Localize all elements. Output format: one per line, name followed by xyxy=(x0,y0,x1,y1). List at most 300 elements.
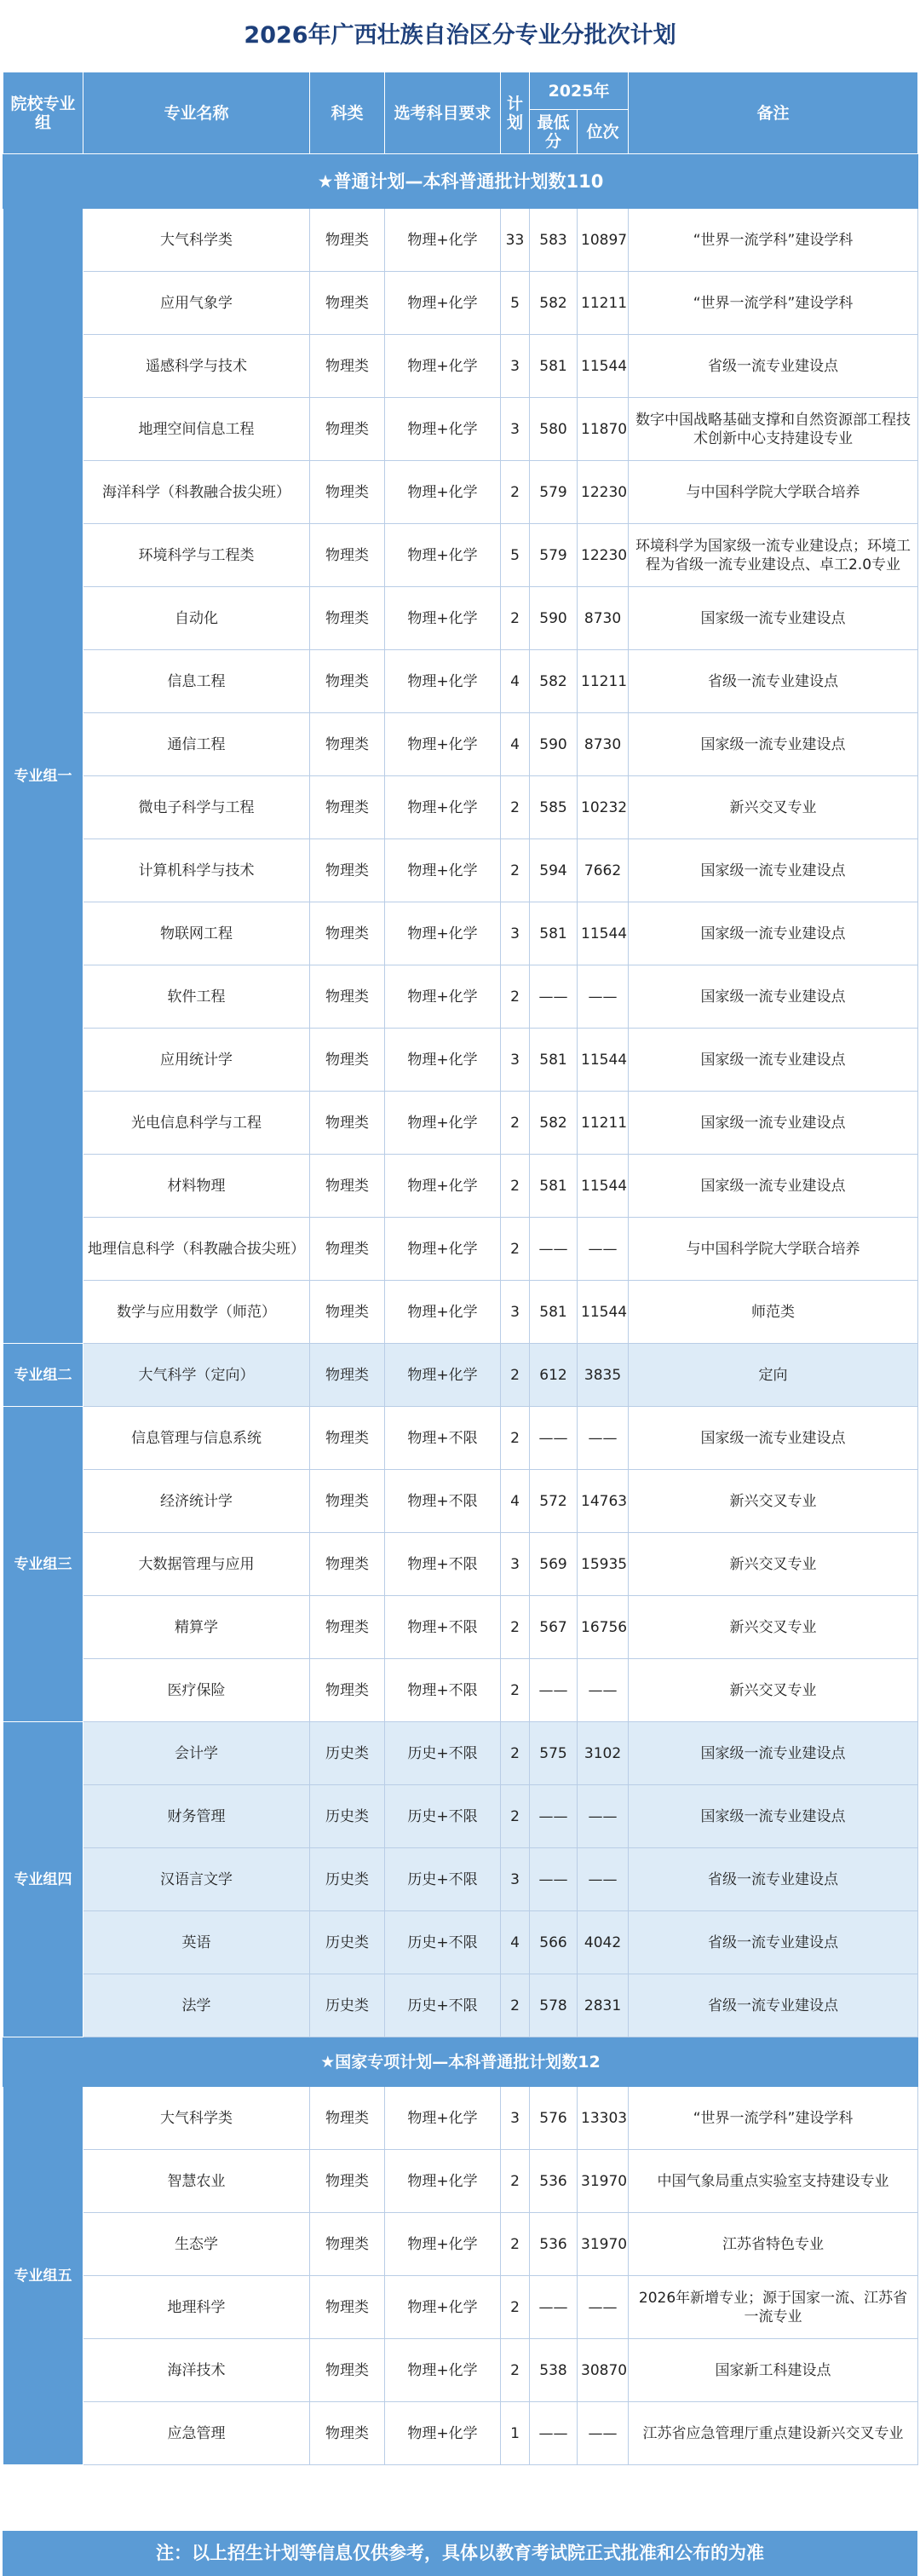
cell-min-score: 569 xyxy=(530,1533,578,1596)
cell-subjects: 物理+不限 xyxy=(385,1470,501,1533)
cell-major: 通信工程 xyxy=(83,713,310,776)
cell-remark: 江苏省特色专业 xyxy=(629,2213,918,2276)
cell-category: 物理类 xyxy=(310,461,385,524)
cell-category: 物理类 xyxy=(310,587,385,650)
cell-plan: 3 xyxy=(501,1281,530,1344)
cell-min-score: 581 xyxy=(530,1155,578,1218)
table-row xyxy=(3,2276,918,2339)
cell-category: 物理类 xyxy=(310,2087,385,2150)
cell-subjects: 物理+化学 xyxy=(385,398,501,461)
cell-subjects: 物理+化学 xyxy=(385,1281,501,1344)
cell-remark: 国家级一流专业建设点 xyxy=(629,902,918,965)
cell-subjects: 物理+化学 xyxy=(385,524,501,587)
cell-plan: 4 xyxy=(501,1470,530,1533)
cell-subjects: 物理+化学 xyxy=(385,902,501,965)
cell-category: 物理类 xyxy=(310,2339,385,2402)
header-plan: 计划 xyxy=(501,72,530,154)
cell-plan: 3 xyxy=(501,1848,530,1911)
cell-min-score: —— xyxy=(530,2402,578,2465)
cell-min-score: 612 xyxy=(530,1344,578,1407)
cell-category: 物理类 xyxy=(310,713,385,776)
cell-category: 物理类 xyxy=(310,524,385,587)
cell-remark: 2026年新增专业；源于国家一流、江苏省一流专业 xyxy=(629,2276,918,2339)
cell-min-score: 581 xyxy=(530,335,578,398)
cell-plan: 4 xyxy=(501,713,530,776)
cell-major: 自动化 xyxy=(83,587,310,650)
cell-major: 地理空间信息工程 xyxy=(83,398,310,461)
cell-subjects: 物理+不限 xyxy=(385,1407,501,1470)
table-row xyxy=(3,1470,918,1533)
cell-category: 历史类 xyxy=(310,1911,385,1974)
table-row xyxy=(3,587,918,650)
cell-subjects: 历史+不限 xyxy=(385,1911,501,1974)
cell-rank: 30870 xyxy=(578,2339,629,2402)
cell-major: 财务管理 xyxy=(83,1785,310,1848)
cell-major: 经济统计学 xyxy=(83,1470,310,1533)
cell-plan: 2 xyxy=(501,1092,530,1155)
cell-rank: 4042 xyxy=(578,1911,629,1974)
cell-remark: 环境科学为国家级一流专业建设点；环境工程为省级一流专业建设点、卓工2.0专业 xyxy=(629,524,918,587)
cell-plan: 2 xyxy=(501,776,530,839)
cell-min-score: 536 xyxy=(530,2213,578,2276)
table-row xyxy=(3,2402,918,2465)
cell-subjects: 物理+化学 xyxy=(385,2087,501,2150)
cell-remark: 国家级一流专业建设点 xyxy=(629,1092,918,1155)
cell-subjects: 物理+化学 xyxy=(385,713,501,776)
cell-rank: 3102 xyxy=(578,1722,629,1785)
cell-category: 历史类 xyxy=(310,1974,385,2037)
cell-rank: 8730 xyxy=(578,587,629,650)
cell-category: 物理类 xyxy=(310,1596,385,1659)
cell-rank: 11544 xyxy=(578,1155,629,1218)
cell-major: 英语 xyxy=(83,1911,310,1974)
cell-subjects: 物理+化学 xyxy=(385,2339,501,2402)
cell-category: 物理类 xyxy=(310,1407,385,1470)
cell-rank: 13303 xyxy=(578,2087,629,2150)
cell-rank: 3835 xyxy=(578,1344,629,1407)
cell-min-score: 583 xyxy=(530,209,578,272)
cell-plan: 2 xyxy=(501,1155,530,1218)
header-major: 专业名称 xyxy=(83,72,310,154)
cell-major: 会计学 xyxy=(83,1722,310,1785)
cell-min-score: —— xyxy=(530,2276,578,2339)
cell-major: 微电子科学与工程 xyxy=(83,776,310,839)
table-row xyxy=(3,2087,918,2150)
cell-min-score: —— xyxy=(530,1785,578,1848)
cell-plan: 3 xyxy=(501,1533,530,1596)
cell-major: 精算学 xyxy=(83,1596,310,1659)
cell-min-score: 579 xyxy=(530,524,578,587)
table-row xyxy=(3,398,918,461)
table-header xyxy=(3,72,918,154)
table-row xyxy=(3,902,918,965)
cell-remark: 国家级一流专业建设点 xyxy=(629,1722,918,1785)
cell-subjects: 物理+化学 xyxy=(385,965,501,1029)
cell-plan: 2 xyxy=(501,1218,530,1281)
cell-plan: 3 xyxy=(501,2087,530,2150)
cell-remark: 省级一流专业建设点 xyxy=(629,335,918,398)
table-row xyxy=(3,1785,918,1848)
cell-min-score: 585 xyxy=(530,776,578,839)
cell-rank: —— xyxy=(578,2276,629,2339)
cell-subjects: 物理+化学 xyxy=(385,461,501,524)
table-body xyxy=(3,154,918,2465)
table-row xyxy=(3,335,918,398)
table-row xyxy=(3,1974,918,2037)
cell-plan: 2 xyxy=(501,965,530,1029)
cell-plan: 2 xyxy=(501,1659,530,1722)
cell-major: 大气科学类 xyxy=(83,2087,310,2150)
table-row xyxy=(3,1029,918,1092)
cell-category: 物理类 xyxy=(310,839,385,902)
cell-category: 物理类 xyxy=(310,1092,385,1155)
cell-min-score: 581 xyxy=(530,1281,578,1344)
group-label: 专业组二 xyxy=(3,1344,83,1407)
cell-rank: —— xyxy=(578,1785,629,1848)
cell-remark: 省级一流专业建设点 xyxy=(629,1974,918,2037)
cell-major: 数学与应用数学（师范） xyxy=(83,1281,310,1344)
cell-plan: 3 xyxy=(501,335,530,398)
cell-min-score: 538 xyxy=(530,2339,578,2402)
cell-remark: 国家级一流专业建设点 xyxy=(629,1785,918,1848)
cell-subjects: 物理+化学 xyxy=(385,1092,501,1155)
table-row xyxy=(3,1848,918,1911)
cell-min-score: —— xyxy=(530,1848,578,1911)
cell-major: 大数据管理与应用 xyxy=(83,1533,310,1596)
cell-major: 应用气象学 xyxy=(83,272,310,335)
cell-remark: “世界一流学科”建设学科 xyxy=(629,2087,918,2150)
cell-plan: 3 xyxy=(501,398,530,461)
cell-subjects: 物理+化学 xyxy=(385,2402,501,2465)
cell-subjects: 物理+化学 xyxy=(385,272,501,335)
cell-major: 遥感科学与技术 xyxy=(83,335,310,398)
cell-min-score: 594 xyxy=(530,839,578,902)
cell-major: 大气科学类 xyxy=(83,209,310,272)
table-row xyxy=(3,2339,918,2402)
group-label: 专业组四 xyxy=(3,1722,83,2037)
cell-major: 医疗保险 xyxy=(83,1659,310,1722)
cell-remark: “世界一流学科”建设学科 xyxy=(629,272,918,335)
cell-remark: 数字中国战略基础支撑和自然资源部工程技术创新中心支持建设专业 xyxy=(629,398,918,461)
cell-subjects: 物理+化学 xyxy=(385,587,501,650)
table-row xyxy=(3,461,918,524)
cell-subjects: 物理+化学 xyxy=(385,335,501,398)
cell-rank: 31970 xyxy=(578,2150,629,2213)
cell-min-score: 580 xyxy=(530,398,578,461)
cell-min-score: —— xyxy=(530,1659,578,1722)
cell-major: 应用统计学 xyxy=(83,1029,310,1092)
cell-rank: —— xyxy=(578,1848,629,1911)
cell-remark: 国家级一流专业建设点 xyxy=(629,1155,918,1218)
cell-remark: 国家级一流专业建设点 xyxy=(629,1407,918,1470)
cell-min-score: 575 xyxy=(530,1722,578,1785)
table-row xyxy=(3,1533,918,1596)
cell-category: 物理类 xyxy=(310,776,385,839)
section-banner: ★普通计划—本科普通批计划数110 xyxy=(3,154,918,209)
cell-min-score: 582 xyxy=(530,650,578,713)
cell-category: 物理类 xyxy=(310,398,385,461)
cell-major: 智慧农业 xyxy=(83,2150,310,2213)
cell-plan: 3 xyxy=(501,902,530,965)
cell-rank: 10897 xyxy=(578,209,629,272)
cell-category: 物理类 xyxy=(310,1218,385,1281)
cell-rank: 11211 xyxy=(578,272,629,335)
cell-rank: 12230 xyxy=(578,524,629,587)
header-rank: 位次 xyxy=(578,110,629,154)
cell-min-score: 590 xyxy=(530,587,578,650)
cell-min-score: 566 xyxy=(530,1911,578,1974)
cell-category: 物理类 xyxy=(310,1533,385,1596)
cell-plan: 4 xyxy=(501,650,530,713)
cell-remark: 与中国科学院大学联合培养 xyxy=(629,1218,918,1281)
cell-subjects: 历史+不限 xyxy=(385,1722,501,1785)
cell-category: 物理类 xyxy=(310,1344,385,1407)
cell-subjects: 物理+化学 xyxy=(385,1155,501,1218)
cell-category: 历史类 xyxy=(310,1785,385,1848)
cell-remark: 新兴交叉专业 xyxy=(629,1659,918,1722)
cell-category: 物理类 xyxy=(310,1470,385,1533)
cell-min-score: —— xyxy=(530,1218,578,1281)
section-banner: ★国家专项计划—本科普通批计划数12 xyxy=(3,2037,918,2087)
cell-plan: 4 xyxy=(501,1911,530,1974)
cell-category: 物理类 xyxy=(310,965,385,1029)
table-row xyxy=(3,2213,918,2276)
header-subjects: 选考科目要求 xyxy=(385,72,501,154)
table-row xyxy=(3,1092,918,1155)
table-row xyxy=(3,776,918,839)
cell-subjects: 物理+化学 xyxy=(385,1344,501,1407)
cell-min-score: 572 xyxy=(530,1470,578,1533)
cell-category: 物理类 xyxy=(310,2213,385,2276)
cell-subjects: 物理+化学 xyxy=(385,209,501,272)
cell-subjects: 物理+化学 xyxy=(385,2213,501,2276)
cell-remark: 新兴交叉专业 xyxy=(629,1470,918,1533)
cell-rank: 11544 xyxy=(578,1029,629,1092)
cell-remark: 新兴交叉专业 xyxy=(629,1596,918,1659)
group-label: 专业组三 xyxy=(3,1407,83,1722)
cell-rank: 31970 xyxy=(578,2213,629,2276)
table-row xyxy=(3,965,918,1029)
table-row xyxy=(3,1911,918,1974)
cell-category: 物理类 xyxy=(310,209,385,272)
cell-subjects: 物理+化学 xyxy=(385,650,501,713)
cell-subjects: 物理+化学 xyxy=(385,1029,501,1092)
cell-rank: 16756 xyxy=(578,1596,629,1659)
cell-min-score: 578 xyxy=(530,1974,578,2037)
cell-plan: 2 xyxy=(501,2339,530,2402)
cell-min-score: —— xyxy=(530,1407,578,1470)
table-row xyxy=(3,1407,918,1470)
cell-min-score: 581 xyxy=(530,902,578,965)
cell-remark: 国家级一流专业建设点 xyxy=(629,713,918,776)
group-label: 专业组一 xyxy=(3,209,83,1344)
page-title: 2026年广西壮族自治区分专业分批次计划 xyxy=(0,0,920,72)
cell-major: 地理科学 xyxy=(83,2276,310,2339)
cell-major: 法学 xyxy=(83,1974,310,2037)
footer-note: 注：以上招生计划等信息仅供参考，具体以教育考试院正式批准和公布的为准 xyxy=(3,2531,917,2576)
cell-plan: 1 xyxy=(501,2402,530,2465)
cell-remark: 新兴交叉专业 xyxy=(629,1533,918,1596)
cell-rank: 2831 xyxy=(578,1974,629,2037)
cell-plan: 2 xyxy=(501,587,530,650)
cell-category: 物理类 xyxy=(310,272,385,335)
cell-remark: 江苏省应急管理厅重点建设新兴交叉专业 xyxy=(629,2402,918,2465)
cell-remark: 与中国科学院大学联合培养 xyxy=(629,461,918,524)
cell-subjects: 历史+不限 xyxy=(385,1848,501,1911)
cell-major: 大气科学（定向） xyxy=(83,1344,310,1407)
cell-min-score: 579 xyxy=(530,461,578,524)
cell-remark: “世界一流学科”建设学科 xyxy=(629,209,918,272)
cell-rank: 11870 xyxy=(578,398,629,461)
table-row xyxy=(3,524,918,587)
cell-min-score: 581 xyxy=(530,1029,578,1092)
cell-subjects: 物理+不限 xyxy=(385,1533,501,1596)
cell-category: 历史类 xyxy=(310,1722,385,1785)
cell-min-score: 576 xyxy=(530,2087,578,2150)
cell-remark: 新兴交叉专业 xyxy=(629,776,918,839)
cell-category: 物理类 xyxy=(310,2402,385,2465)
cell-plan: 5 xyxy=(501,524,530,587)
table-row xyxy=(3,650,918,713)
cell-rank: 15935 xyxy=(578,1533,629,1596)
cell-category: 物理类 xyxy=(310,2276,385,2339)
cell-rank: —— xyxy=(578,1218,629,1281)
table-row xyxy=(3,1722,918,1785)
cell-category: 物理类 xyxy=(310,1155,385,1218)
cell-plan: 5 xyxy=(501,272,530,335)
cell-min-score: 582 xyxy=(530,1092,578,1155)
cell-category: 物理类 xyxy=(310,902,385,965)
cell-plan: 3 xyxy=(501,1029,530,1092)
cell-min-score: 582 xyxy=(530,272,578,335)
cell-rank: —— xyxy=(578,965,629,1029)
cell-major: 环境科学与工程类 xyxy=(83,524,310,587)
cell-category: 物理类 xyxy=(310,2150,385,2213)
cell-subjects: 物理+不限 xyxy=(385,1659,501,1722)
header-category: 科类 xyxy=(310,72,385,154)
cell-remark: 中国气象局重点实验室支持建设专业 xyxy=(629,2150,918,2213)
cell-subjects: 物理+化学 xyxy=(385,2276,501,2339)
table-row xyxy=(3,839,918,902)
cell-plan: 2 xyxy=(501,1722,530,1785)
cell-category: 物理类 xyxy=(310,1029,385,1092)
table-row xyxy=(3,1659,918,1722)
cell-rank: 11211 xyxy=(578,650,629,713)
table-row xyxy=(3,1155,918,1218)
header-remark: 备注 xyxy=(629,72,918,154)
cell-subjects: 物理+化学 xyxy=(385,776,501,839)
cell-plan: 2 xyxy=(501,1785,530,1848)
cell-plan: 2 xyxy=(501,1407,530,1470)
cell-major: 应急管理 xyxy=(83,2402,310,2465)
cell-plan: 2 xyxy=(501,461,530,524)
plan-table xyxy=(3,72,918,2465)
cell-min-score: 567 xyxy=(530,1596,578,1659)
header-year: 2025年 xyxy=(530,72,629,110)
cell-rank: 7662 xyxy=(578,839,629,902)
table-row xyxy=(3,272,918,335)
section-banner-row xyxy=(3,154,918,209)
table-row xyxy=(3,1344,918,1407)
cell-major: 软件工程 xyxy=(83,965,310,1029)
cell-remark: 师范类 xyxy=(629,1281,918,1344)
cell-rank: 10232 xyxy=(578,776,629,839)
cell-rank: 12230 xyxy=(578,461,629,524)
cell-category: 物理类 xyxy=(310,650,385,713)
cell-min-score: 536 xyxy=(530,2150,578,2213)
cell-plan: 33 xyxy=(501,209,530,272)
cell-major: 地理信息科学（科教融合拔尖班） xyxy=(83,1218,310,1281)
cell-subjects: 物理+化学 xyxy=(385,2150,501,2213)
section-banner-row xyxy=(3,2037,918,2087)
cell-rank: —— xyxy=(578,1407,629,1470)
cell-rank: 11544 xyxy=(578,1281,629,1344)
cell-major: 光电信息科学与工程 xyxy=(83,1092,310,1155)
cell-major: 海洋科学（科教融合拔尖班） xyxy=(83,461,310,524)
cell-remark: 国家级一流专业建设点 xyxy=(629,587,918,650)
cell-rank: —— xyxy=(578,1659,629,1722)
table-row xyxy=(3,713,918,776)
cell-major: 物联网工程 xyxy=(83,902,310,965)
cell-major: 海洋技术 xyxy=(83,2339,310,2402)
cell-rank: 11544 xyxy=(578,902,629,965)
cell-major: 生态学 xyxy=(83,2213,310,2276)
table-row xyxy=(3,2150,918,2213)
cell-remark: 国家级一流专业建设点 xyxy=(629,839,918,902)
cell-rank: 14763 xyxy=(578,1470,629,1533)
cell-major: 材料物理 xyxy=(83,1155,310,1218)
cell-plan: 2 xyxy=(501,1974,530,2037)
cell-category: 历史类 xyxy=(310,1848,385,1911)
cell-remark: 国家新工科建设点 xyxy=(629,2339,918,2402)
cell-plan: 2 xyxy=(501,2276,530,2339)
cell-min-score: 590 xyxy=(530,713,578,776)
cell-major: 计算机科学与技术 xyxy=(83,839,310,902)
cell-subjects: 历史+不限 xyxy=(385,1785,501,1848)
cell-subjects: 物理+化学 xyxy=(385,1218,501,1281)
cell-rank: —— xyxy=(578,2402,629,2465)
cell-plan: 2 xyxy=(501,1344,530,1407)
cell-major: 信息工程 xyxy=(83,650,310,713)
cell-plan: 2 xyxy=(501,839,530,902)
cell-category: 物理类 xyxy=(310,1281,385,1344)
cell-remark: 国家级一流专业建设点 xyxy=(629,965,918,1029)
header-group: 院校专业组 xyxy=(3,72,83,154)
cell-rank: 11211 xyxy=(578,1092,629,1155)
table-row xyxy=(3,209,918,272)
cell-remark: 省级一流专业建设点 xyxy=(629,1848,918,1911)
cell-subjects: 物理+化学 xyxy=(385,839,501,902)
cell-rank: 8730 xyxy=(578,713,629,776)
cell-subjects: 历史+不限 xyxy=(385,1974,501,2037)
cell-remark: 省级一流专业建设点 xyxy=(629,1911,918,1974)
cell-subjects: 物理+不限 xyxy=(385,1596,501,1659)
cell-category: 物理类 xyxy=(310,335,385,398)
cell-remark: 省级一流专业建设点 xyxy=(629,650,918,713)
group-label: 专业组五 xyxy=(3,2087,83,2465)
cell-plan: 2 xyxy=(501,1596,530,1659)
cell-category: 物理类 xyxy=(310,1659,385,1722)
header-min-score: 最低分 xyxy=(530,110,578,154)
cell-plan: 2 xyxy=(501,2150,530,2213)
table-row xyxy=(3,1218,918,1281)
cell-major: 汉语言文学 xyxy=(83,1848,310,1911)
table-row xyxy=(3,1281,918,1344)
cell-remark: 国家级一流专业建设点 xyxy=(629,1029,918,1092)
cell-remark: 定向 xyxy=(629,1344,918,1407)
cell-min-score: —— xyxy=(530,965,578,1029)
cell-major: 信息管理与信息系统 xyxy=(83,1407,310,1470)
